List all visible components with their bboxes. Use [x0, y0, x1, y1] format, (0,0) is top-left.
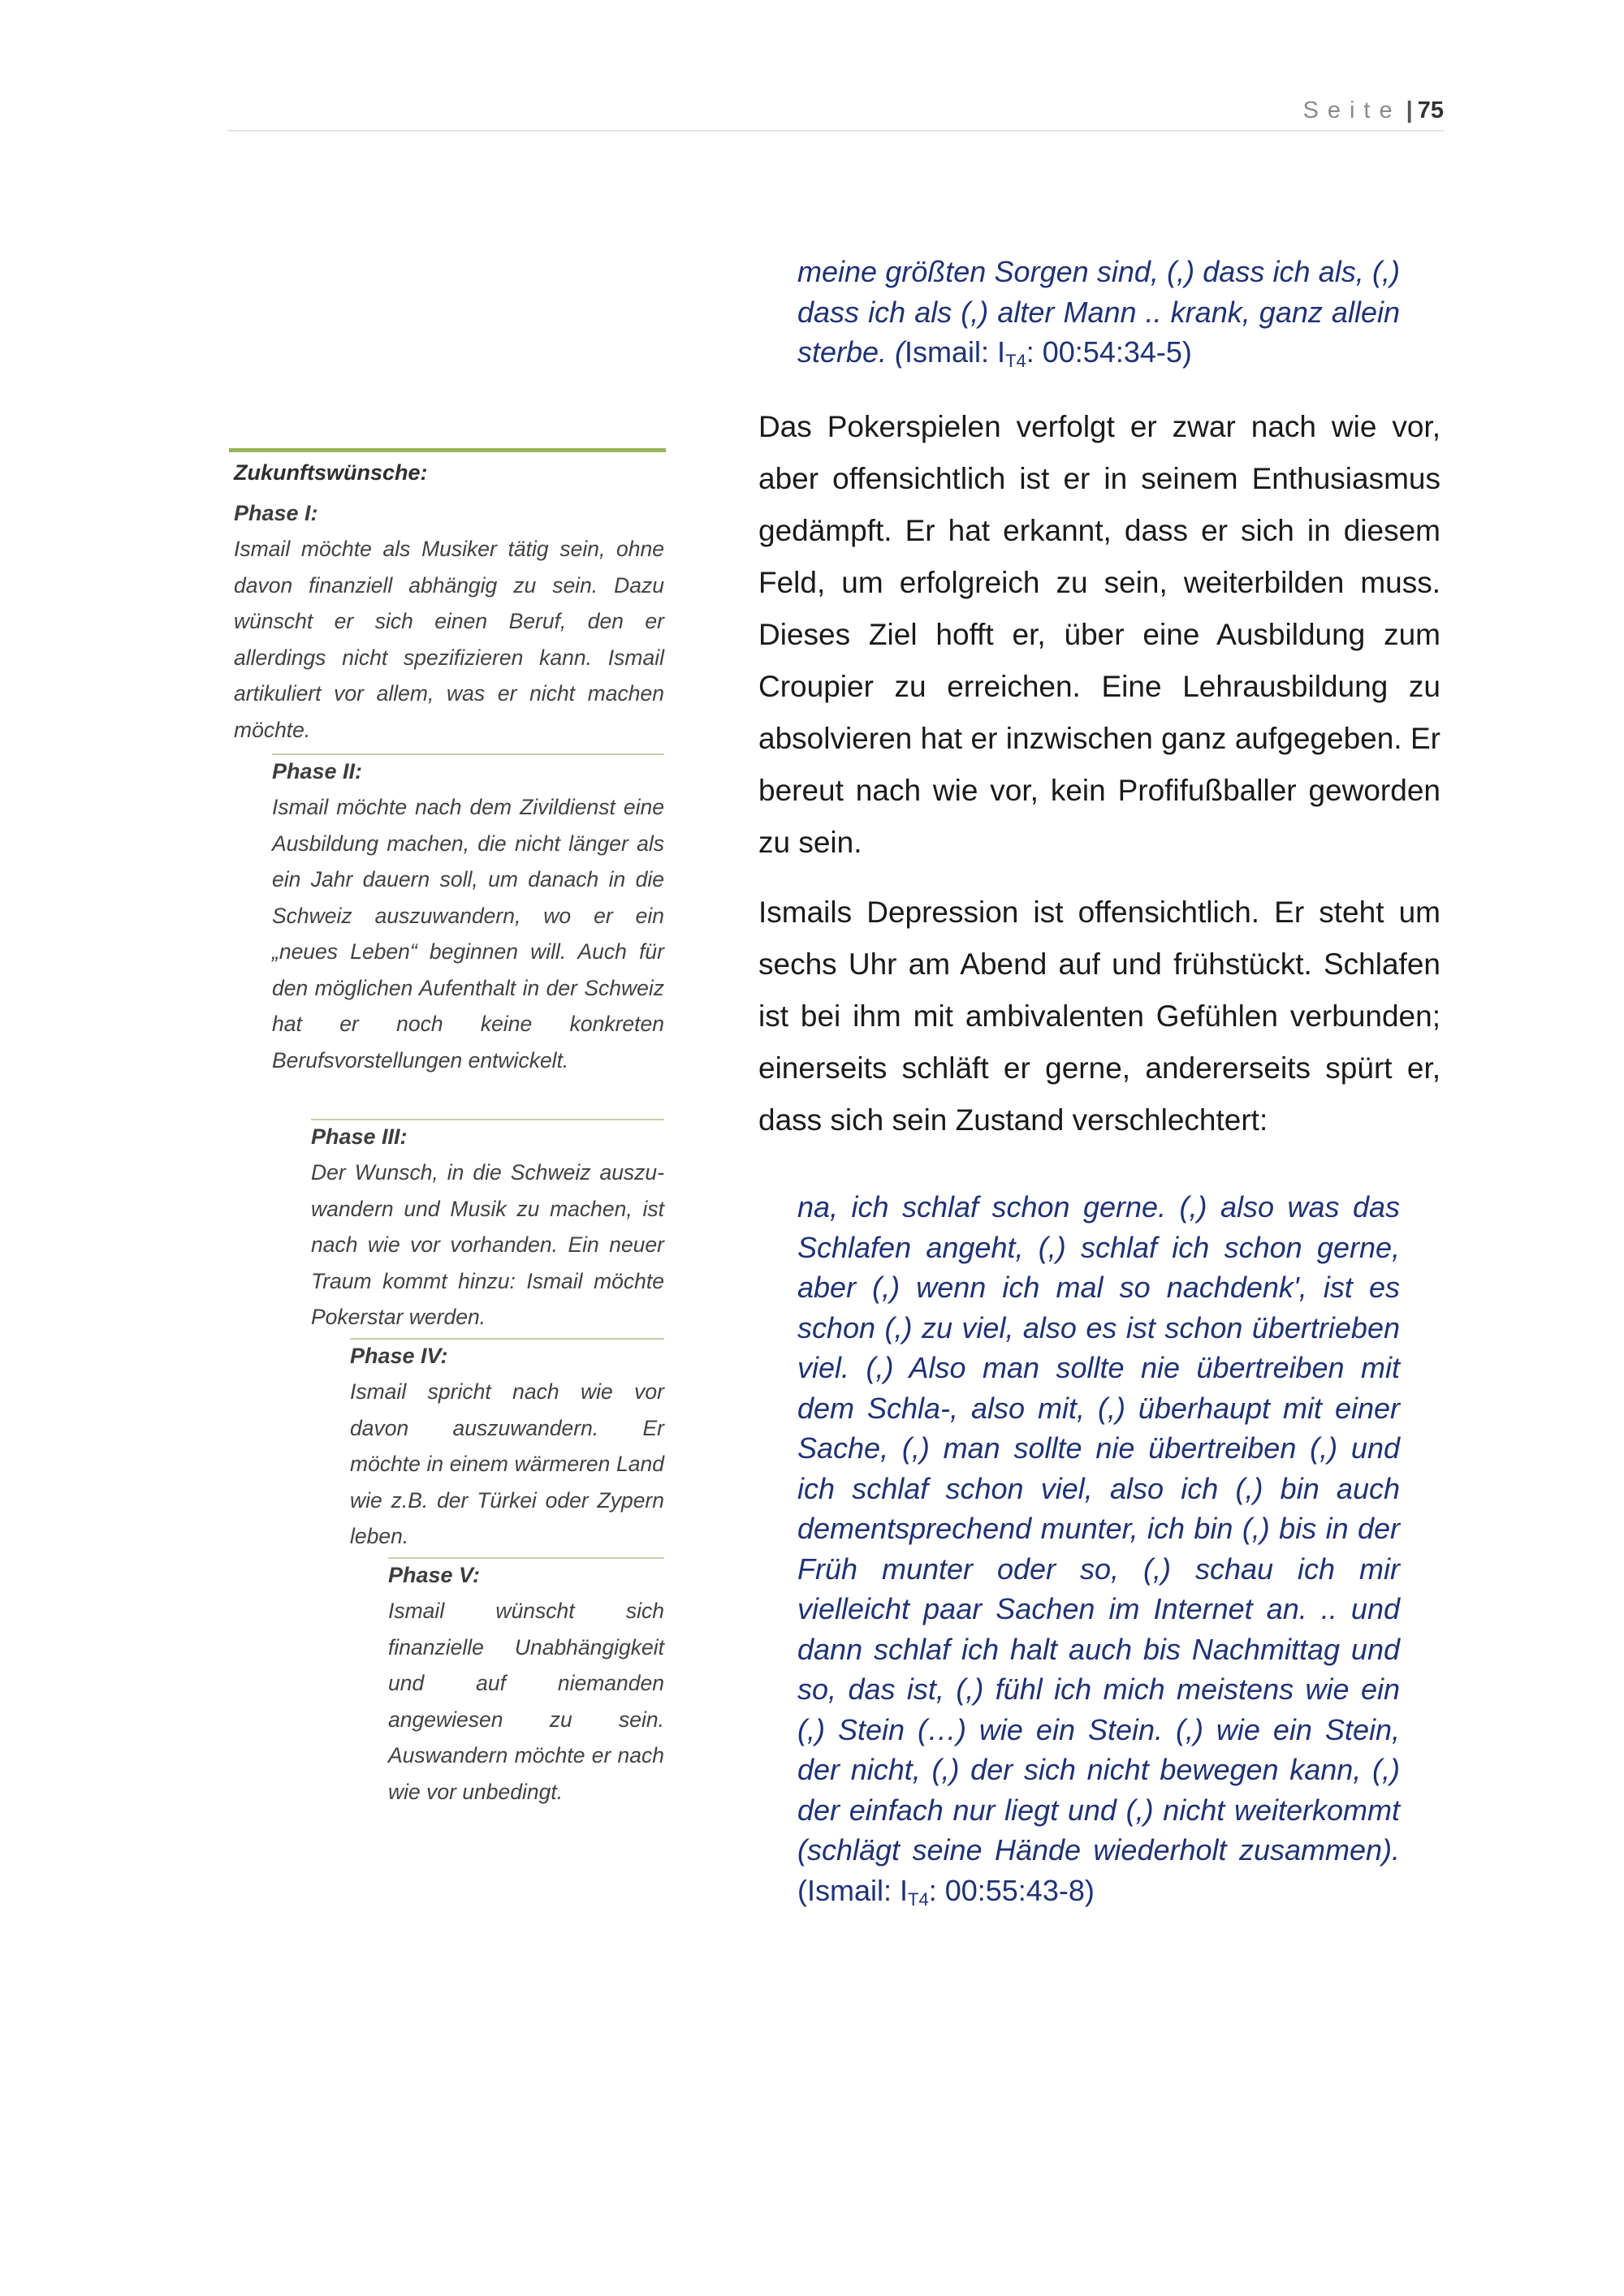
phase-title: Phase IV: — [350, 1344, 448, 1368]
phase-text: Ismail spricht nach wie vor davon auszuwandern. Er möchte in einem wärmeren Land wie z.B. der Türkei oder Zypern leben. — [350, 1379, 664, 1548]
phase-title: Phase III: — [311, 1124, 408, 1149]
phase-title: Phase I: — [234, 501, 318, 525]
page-number: 75 — [1417, 97, 1444, 123]
sidebar-phase-2 — [272, 753, 664, 1078]
sidebar-phase-5 — [388, 1557, 664, 1810]
page-number-label — [1303, 96, 1445, 125]
quote-citation: (Ismail: $I_{T4}$: 00:55:43-8) — [797, 1873, 1095, 1910]
body-paragraph: Das Pokerspielen verfolgt er zwar nach wie vor, aber offensichtlich ist er in seinem Enthusiasmus gedämpft. Er hat erkannt, dass er sich in diesem Feld, um erfolgreich zu sein, weiterbilden muss. Dieses Ziel hofft er, über eine Ausbildung zum Croupier zu erreichen. Eine Lehrausbildung zu absolvieren hat er inzwischen ganz aufgegeben. Er bereut nach wie vor, kein Profifußballer geworden zu sein. — [758, 410, 1440, 859]
phase-text: Ismail wünscht sich finanzielle Unabhängigkeit und auf niemanden angewiesen zu sein. Auswandern möchte er nach wie vor unbedingt. — [388, 1599, 664, 1804]
quote-text: meine größten Sorgen sind, (,) dass ich als, (,) dass ich als (,) alter Mann .. krank, ganz allein sterbe. ( — [797, 255, 1400, 369]
sidebar-title: Zukunftswünsche: — [234, 460, 428, 485]
phase-title: Phase V: — [388, 1563, 481, 1587]
quote-text: na, ich schlaf schon gerne. (,) also was das Schlafen angeht, (,) schlaf ich schon gerne, aber (,) wenn ich mal so nachdenk', ist es schon (,) zu viel, also es ist schon übertrieben viel. (,) Also man sollte nie übertreiben mit dem Schla-, also mit, (,) überhaupt mit einer Sache, (,) man sollte nie übertreiben (,) und ich schlaf schon viel, also ich (,) bin auch dementsprechend munter, ich bin (,) bis in der Früh munter oder so, (,) schau ich mir vielleicht paar Sachen im Internet an. .. und dann schlaf ich halt auch bis Nachmittag und so, das ist, (,) fühl ich mich meistens wie ein (,) Stein (…) wie ein Stein. (,) wie ein Stein, der nicht, (,) der sich nicht bewegen kann, (,) der einfach nur liegt und (,) nicht weiterkommt (schlägt seine Hände wiederholt zusammen). — [797, 1190, 1400, 1867]
interview-quote-bottom — [797, 1187, 1400, 1910]
body-paragraph: Ismails Depression ist offensichtlich. Er steht um sechs Uhr am Abend auf und frühstückt. Schlafen ist bei ihm mit ambivalenten Gefühlen verbunden; einerseits schläft er gerne, andererseits spürt er, dass sich sein Zustand verschlechtert: — [758, 896, 1440, 1137]
phase-text: Der Wunsch, in die Schweiz auszuwandern und Musik zu machen, ist nach wie vor vorhanden. Ein neuer Traum kommt hinzu: Ismail möchte Pokerstar werden. — [311, 1160, 664, 1329]
phase-title: Phase II: — [272, 759, 363, 783]
interview-quote-top — [797, 252, 1400, 373]
quote-citation: Ismail: $I_{T4}$: 00:54:34-5) — [905, 335, 1192, 371]
sidebar-phase-1 — [234, 497, 664, 748]
page-header — [227, 96, 1444, 132]
phase-text: Ismail möchte als Musiker tätig sein, ohne davon finanziell abhängig zu sein. Dazu wünscht er sich einen Beruf, den er allerdings nicht spezifizieren kann. Ismail artikuliert vor allem, was er nicht machen möchte. — [234, 537, 664, 742]
phase-text: Ismail möchte nach dem Zivildienst eine Ausbildung machen, die nicht länger als ein Jahr dauern soll, um danach in die Schweiz auszuwandern, wo er ein „neues Leben“ beginnen will. Auch für den möglichen Aufenthalt in der Schweiz hat er noch keine konkreten Berufsvorstellungen entwickelt. — [272, 795, 664, 1072]
sidebar-phase-3 — [311, 1119, 664, 1336]
sidebar-divider — [229, 448, 666, 452]
header-separator: | — [1406, 97, 1413, 123]
header-label: Seite — [1302, 97, 1402, 123]
sidebar-phase-4 — [350, 1338, 664, 1555]
